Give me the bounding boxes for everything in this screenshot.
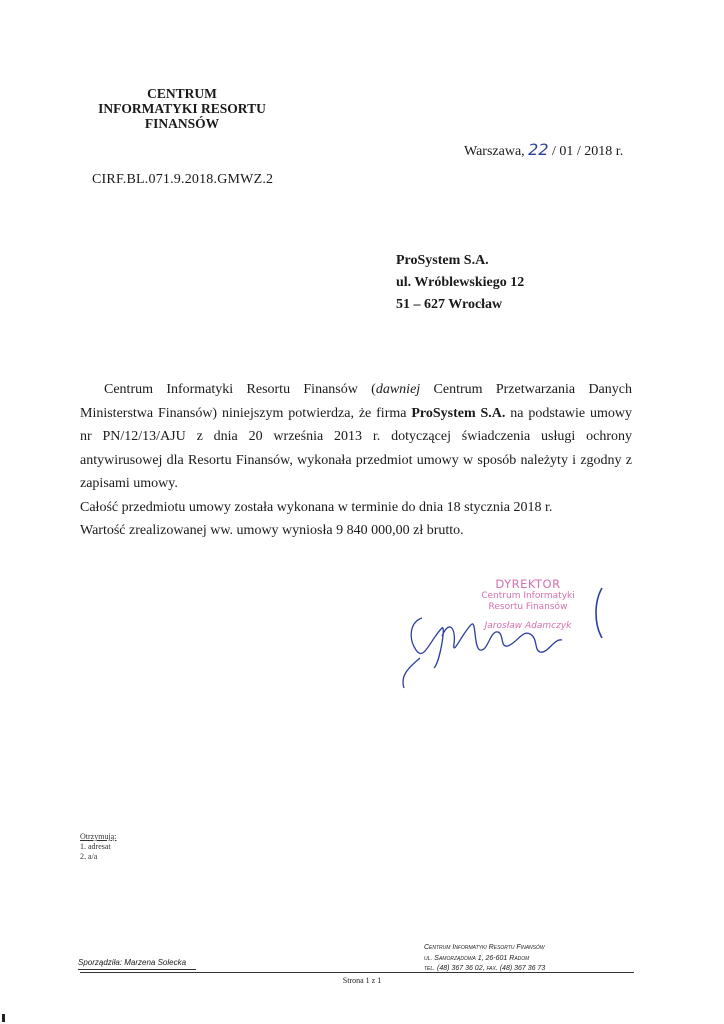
recipient-city: 51 – 627 Wrocław: [396, 297, 503, 312]
recipient-name: ProSystem S.A.: [396, 253, 489, 268]
body-text: Centrum Informatyki Resortu Finansów (: [104, 382, 376, 397]
footer-phone: tel. (48) 367 36 02, fax. (48) 367 36 73: [424, 965, 546, 972]
footer-org: Centrum Informatyki Resortu Finansów: [424, 944, 545, 951]
sender-line: INFORMATYKI RESORTU: [98, 101, 266, 116]
letter-date: [464, 140, 623, 160]
scan-mark: [2, 1014, 5, 1022]
body-paragraph-3: Wartość zrealizowanej ww. umowy wyniosła 9 840 000,00 zł brutto.: [80, 523, 464, 538]
date-day-handwritten: 22: [528, 140, 549, 159]
body-paragraph-1: [80, 378, 632, 496]
body-italic: dawniej: [375, 382, 421, 397]
footer-address: [424, 943, 545, 975]
recipients-item: 2. a/a: [80, 852, 98, 861]
recipients-title: Otrzymują:: [80, 832, 117, 841]
date-prefix: Warszawa,: [464, 144, 529, 159]
recipient-street: ul. Wróblewskiego 12: [396, 275, 525, 290]
stamp-line: Centrum Informatyki: [481, 591, 575, 601]
director-stamp: [468, 577, 588, 631]
sender-line: CENTRUM: [147, 86, 217, 101]
stamp-title: DYREKTOR: [495, 577, 561, 591]
date-rest: / 01 / 2018 r.: [548, 144, 624, 159]
page-number: Strona 1 z 1: [342, 976, 382, 985]
body-text: Centrum Przetwarzania Danych Ministerstwa Finansów) niniejszym potwierdza, że firma: [80, 382, 632, 421]
sender-line: FINANSÓW: [144, 116, 220, 131]
body-paragraph-2: Całość przedmiotu umowy została wykonana w terminie do dnia 18 stycznia 2018 r.: [80, 499, 553, 515]
recipient-address: [396, 250, 524, 316]
body-text: na podstawie umowy nr PN/12/13/AJU z dnia 20 września 2013 r. dotyczącej świadczenia usługi ochrony antywirusowej dla Resortu Finansów, wykonała przedmiot umowy w sposób należyty i zgodny z zapisami umowy.: [80, 405, 632, 491]
footer-divider: [80, 972, 634, 973]
footer-street: ul. Samorządowa 1, 26-601 Radom: [424, 954, 530, 962]
recipients-list: [80, 832, 116, 862]
prepared-by: Sporządziła: Marzena Solecka: [78, 958, 196, 970]
stamp-line: Resortu Finansów: [488, 602, 568, 612]
recipients-item: 1. adresat: [80, 842, 111, 851]
stamp-name: Jarosław Adamczyk: [484, 621, 572, 631]
letter-body: [80, 378, 632, 543]
reference-number: CIRF.BL.071.9.2018.GMWZ.2: [92, 172, 274, 187]
sender-header: [92, 86, 272, 131]
company-name-bold: ProSystem S.A.: [411, 405, 506, 421]
